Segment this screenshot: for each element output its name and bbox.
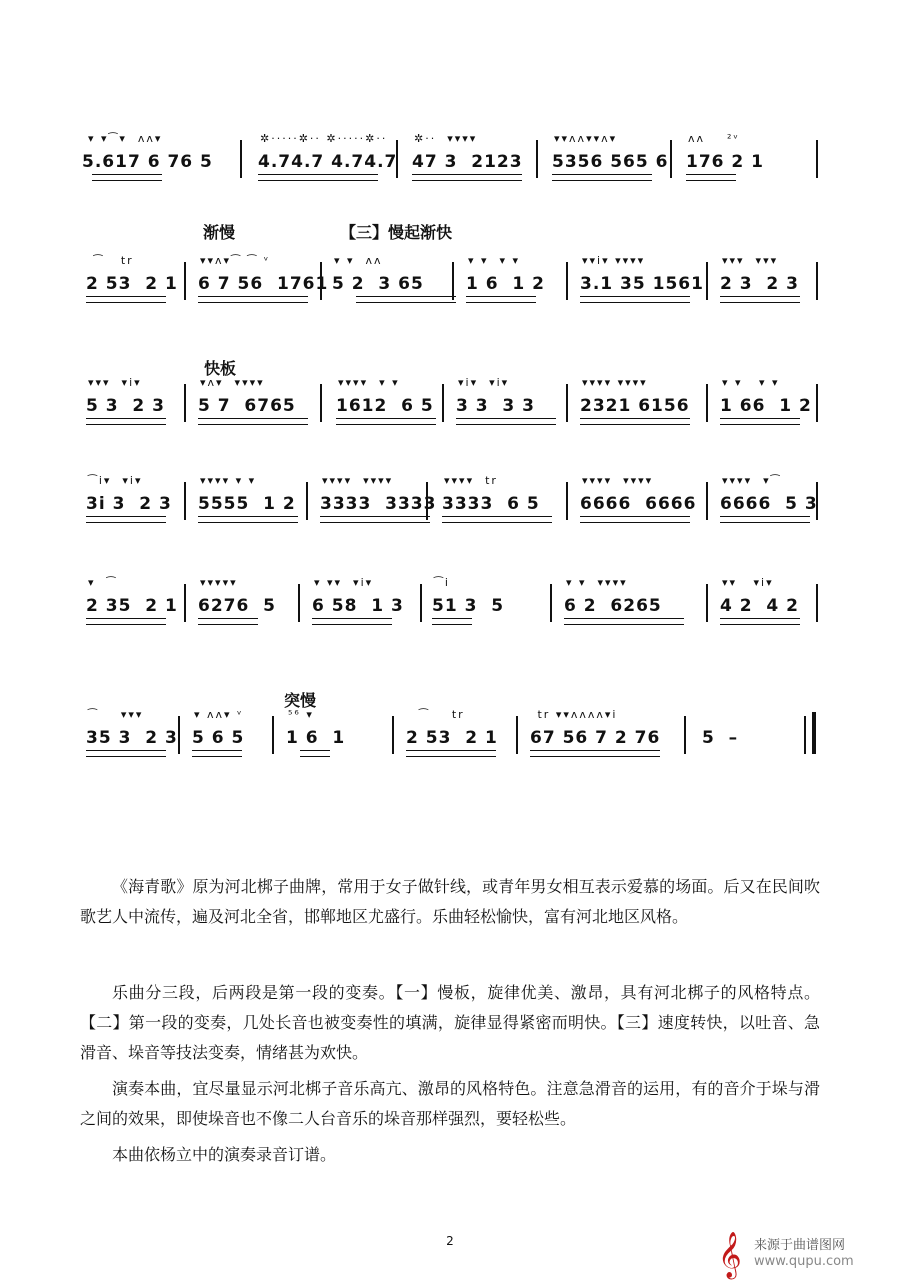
ornament-marks: ▾▾▾▾ ▾▾▾▾ <box>582 474 654 487</box>
measure <box>306 570 406 630</box>
ornament-marks: ⁀i▾ ▾i▾ <box>88 474 143 487</box>
barline <box>566 384 568 422</box>
barline <box>298 584 300 622</box>
ornament-marks: ▾ ᴧᴧ▾ ᵛ <box>194 708 244 721</box>
measure <box>192 248 329 308</box>
watermark <box>718 1228 888 1276</box>
measure <box>80 248 178 308</box>
treble-clef-icon: 𝄞 <box>718 1232 742 1278</box>
measure-notes: 1 6 1 <box>286 728 346 748</box>
barline <box>426 482 428 520</box>
barline <box>396 140 398 178</box>
measure <box>192 468 312 528</box>
underline <box>198 418 308 425</box>
measure-notes: 176 2 1 <box>686 152 764 172</box>
underline <box>336 418 436 425</box>
underline <box>442 516 552 523</box>
score-line-1 <box>80 126 820 186</box>
ornament-marks: ✲·····✲·· ✲·····✲·· <box>260 132 388 145</box>
underline <box>86 516 166 523</box>
measure-notes: 35 3 2 3 <box>86 728 178 748</box>
underline <box>530 750 660 757</box>
barline <box>706 482 708 520</box>
barline <box>272 716 274 754</box>
underline <box>720 418 800 425</box>
underline <box>356 296 456 303</box>
underline <box>406 750 496 757</box>
measure <box>280 702 370 762</box>
measure-notes: 3i 3 2 3 <box>86 494 172 514</box>
ornament-marks: ▾▾▾▾ ▾▾▾▾ <box>322 474 394 487</box>
underline <box>720 618 800 625</box>
underline <box>580 516 690 523</box>
watermark-url: www.qupu.com <box>754 1254 854 1269</box>
measure-notes: 2 53 2 1 <box>86 274 178 294</box>
measure-notes: 4.74.7 4.74.7 <box>258 152 398 172</box>
measure <box>546 126 676 186</box>
underline <box>198 516 298 523</box>
ornament-marks: ▾▾i▾ ▾▾▾▾ <box>582 254 646 267</box>
watermark-title: 来源于曲谱图网 <box>754 1238 846 1253</box>
measure-notes: 6 2 6265 <box>564 596 662 616</box>
ornament-marks: ▾ ▾ ▾▾▾▾ <box>566 576 628 589</box>
paragraph-intro: 《海青歌》原为河北梆子曲牌，常用于女子做针线，或青年男女相互表示爱慕的场面。后又在民间吹歌艺人中流传，遍及河北全省，邯郸地区尤盛行。乐曲轻松愉快，富有河北地区风格。 <box>80 877 820 926</box>
barline <box>306 482 308 520</box>
barline <box>240 140 242 178</box>
measure <box>406 126 526 186</box>
barline <box>816 384 818 422</box>
ornament-marks: ▾ ▾▾ ▾i▾ <box>314 576 374 589</box>
ornament-marks: ▾▾▾▾ ▾⁀ <box>722 474 782 487</box>
ornament-marks: ⁀i <box>434 576 450 589</box>
measure <box>80 468 175 528</box>
barline <box>184 584 186 622</box>
barline <box>516 716 518 754</box>
measure-notes: 2 3 2 3 <box>720 274 799 294</box>
ornament-marks: ▾▾▾▾▾ <box>200 576 238 589</box>
measure-notes: 2 35 2 1 <box>86 596 178 616</box>
barline <box>706 262 708 300</box>
ornament-marks: ▾i▾ ▾i▾ <box>458 376 510 389</box>
ornament-marks: ⁀ ▾▾▾ <box>88 708 144 721</box>
measure-notes: 6 7 56 1761 <box>198 274 329 294</box>
measure <box>426 570 536 630</box>
barline <box>816 140 818 178</box>
measure-notes: 6 58 1 3 <box>312 596 404 616</box>
barline <box>420 584 422 622</box>
score-line-5 <box>80 570 820 630</box>
measure <box>680 126 800 186</box>
measure <box>186 702 266 762</box>
barline <box>320 384 322 422</box>
measure-notes: 6276 5 <box>198 596 276 616</box>
measure <box>714 370 814 430</box>
measure <box>314 468 437 528</box>
barline <box>550 584 552 622</box>
underline <box>720 516 810 523</box>
barline <box>392 716 394 754</box>
measure <box>574 248 704 308</box>
tempo-mark: 突慢 <box>284 691 317 710</box>
underline <box>456 418 556 425</box>
measure <box>524 702 684 762</box>
measure-notes: 5 – <box>702 728 739 748</box>
measure-notes: 51 3 5 <box>432 596 505 616</box>
underline <box>300 750 330 757</box>
ornament-marks: ▾▾▾▾ ▾▾▾▾ <box>582 376 648 389</box>
ornament-marks: ▾ ▾⁀▾ ᴧᴧ▾ <box>88 132 163 145</box>
underline <box>86 296 166 303</box>
underline <box>198 296 308 303</box>
measure-notes: 5 3 2 3 <box>86 396 165 416</box>
measure-notes: 5555 1 2 <box>198 494 296 514</box>
underline <box>552 174 652 181</box>
underline <box>580 418 690 425</box>
score-line-6 <box>80 702 820 762</box>
underline <box>412 174 522 181</box>
underline <box>86 750 166 757</box>
page-number: 2 <box>446 1234 454 1248</box>
measure <box>460 248 550 308</box>
measure <box>80 570 178 630</box>
ornament-marks: tr ▾▾ᴧᴧᴧᴧ▾i <box>532 708 618 721</box>
ornament-marks: ▾▾▾ ▾▾▾ <box>722 254 779 267</box>
measure-notes: 5 2 3 65 <box>332 274 424 294</box>
underline <box>466 296 536 303</box>
score-line-4 <box>80 468 820 528</box>
barline <box>566 482 568 520</box>
ornament-marks: ▾▾▾▾ ▾ ▾ <box>200 474 257 487</box>
measure-notes: 1 66 1 2 <box>720 396 812 416</box>
ornament-marks: ▾ ⁀ <box>88 576 118 589</box>
barline <box>816 584 818 622</box>
ornament-marks: ᴧᴧ ²ᵛ <box>688 132 741 145</box>
underline <box>564 618 684 625</box>
final-barline <box>812 712 816 754</box>
barline <box>320 262 322 300</box>
measure-notes: 2321 6156 <box>580 396 690 416</box>
section-mark: 【三】慢起渐快 <box>340 223 453 242</box>
measure-notes: 67 56 7 2 76 <box>530 728 661 748</box>
barline <box>184 384 186 422</box>
measure-notes: 5356 565 6 <box>552 152 669 172</box>
underline <box>258 174 378 181</box>
ornament-marks: ✲·· ▾▾▾▾ <box>414 132 478 145</box>
measure-notes: 3333 6 5 <box>442 494 540 514</box>
measure <box>450 370 560 430</box>
ornament-marks: ▾▾▾▾ ▾ ▾ <box>338 376 400 389</box>
measure-notes: 2 53 2 1 <box>406 728 498 748</box>
ornament-marks: ▾▾ᴧ▾⁀ ⁀ ᵛ <box>200 254 271 267</box>
barline <box>442 384 444 422</box>
barline <box>184 262 186 300</box>
barline <box>706 384 708 422</box>
measure <box>400 702 510 762</box>
barline <box>566 262 568 300</box>
measure <box>192 370 322 430</box>
measure <box>558 570 698 630</box>
score-line-2 <box>80 248 820 308</box>
underline <box>86 618 166 625</box>
underline <box>720 296 800 303</box>
barline <box>184 482 186 520</box>
score-line-3 <box>80 370 820 430</box>
ornament-marks: ⁀ tr <box>408 708 465 721</box>
tempo-mark: 渐慢 <box>203 223 236 242</box>
ornament-marks: ▾ᴧ▾ ▾▾▾▾ <box>200 376 265 389</box>
measure-notes: 5.617 6 76 5 <box>82 152 213 172</box>
measure-notes: 6666 5 3 <box>720 494 818 514</box>
ornament-marks: ⁵⁶ ▾ <box>288 708 314 721</box>
barline <box>536 140 538 178</box>
paragraph-source: 本曲依杨立中的演奏录音订谱。 <box>112 1145 337 1164</box>
measure <box>80 126 235 186</box>
measure <box>714 248 814 308</box>
measure-notes: 5 7 6765 <box>198 396 296 416</box>
measure <box>574 468 697 528</box>
barline <box>178 716 180 754</box>
measure <box>692 702 802 762</box>
ornament-marks: ▾▾▾▾ tr <box>444 474 498 487</box>
barline <box>452 262 454 300</box>
underline <box>312 618 392 625</box>
measure <box>574 370 694 430</box>
measure-notes: 4 2 4 2 <box>720 596 799 616</box>
measure <box>714 570 814 630</box>
tempo-mark: 快板 <box>204 359 237 378</box>
underline <box>580 296 690 303</box>
measure <box>714 468 818 528</box>
measure <box>330 370 440 430</box>
underline <box>686 174 736 181</box>
underline <box>320 516 430 523</box>
measure <box>252 126 398 186</box>
measure <box>326 248 446 308</box>
ornament-marks: ▾▾ᴧᴧ▾▾ᴧ▾ <box>554 132 618 145</box>
underline <box>432 618 472 625</box>
paragraph-performance: 演奏本曲，宜尽量显示河北梆子音乐高亢、激昂的风格特色。注意急滑音的运用，有的音介于垛与滑之间的效果，即使垛音也不像二人台音乐的垛音那样强烈，要轻松些。 <box>80 1079 820 1128</box>
ornament-marks: ▾ ▾ ▾ ▾ <box>722 376 780 389</box>
measure-notes: 47 3 2123 <box>412 152 523 172</box>
ornament-marks: ▾ ▾ ▾ ▾ <box>468 254 521 267</box>
underline <box>198 618 258 625</box>
barline <box>816 262 818 300</box>
underline <box>86 418 166 425</box>
measure-notes: 5 6 5 <box>192 728 245 748</box>
barline <box>706 584 708 622</box>
measure-notes: 6666 6666 <box>580 494 697 514</box>
measure-notes: 1 6 1 2 <box>466 274 545 294</box>
barline <box>804 716 806 754</box>
barline <box>670 140 672 178</box>
paragraph-structure: 乐曲分三段，后两段是第一段的变奏。【一】慢板，旋律优美、激昂，具有河北梆子的风格特点。【二】第一段的变奏，几处长音也被变奏性的填满，旋律显得紧密而明快。【三】速度转快，以吐音、急滑音、垛音等技法变奏，情绪甚为欢快。 <box>80 983 820 1062</box>
barline <box>684 716 686 754</box>
underline <box>92 174 162 181</box>
measure-notes: 3333 3333 <box>320 494 437 514</box>
measure <box>80 702 178 762</box>
ornament-marks: ▾▾ ▾i▾ <box>722 576 774 589</box>
measure <box>80 370 175 430</box>
ornament-marks: ▾▾▾ ▾i▾ <box>88 376 142 389</box>
measure-notes: 1612 6 5 <box>336 396 434 416</box>
underline <box>192 750 242 757</box>
ornament-marks: ⁀ tr <box>88 254 134 267</box>
measure <box>192 570 292 630</box>
measure <box>436 468 556 528</box>
barline <box>816 482 818 520</box>
measure-notes: 3 3 3 3 <box>456 396 535 416</box>
ornament-marks: ▾ ▾ ᴧᴧ <box>334 254 383 267</box>
measure-notes: 3.1 35 1561 <box>580 274 704 294</box>
